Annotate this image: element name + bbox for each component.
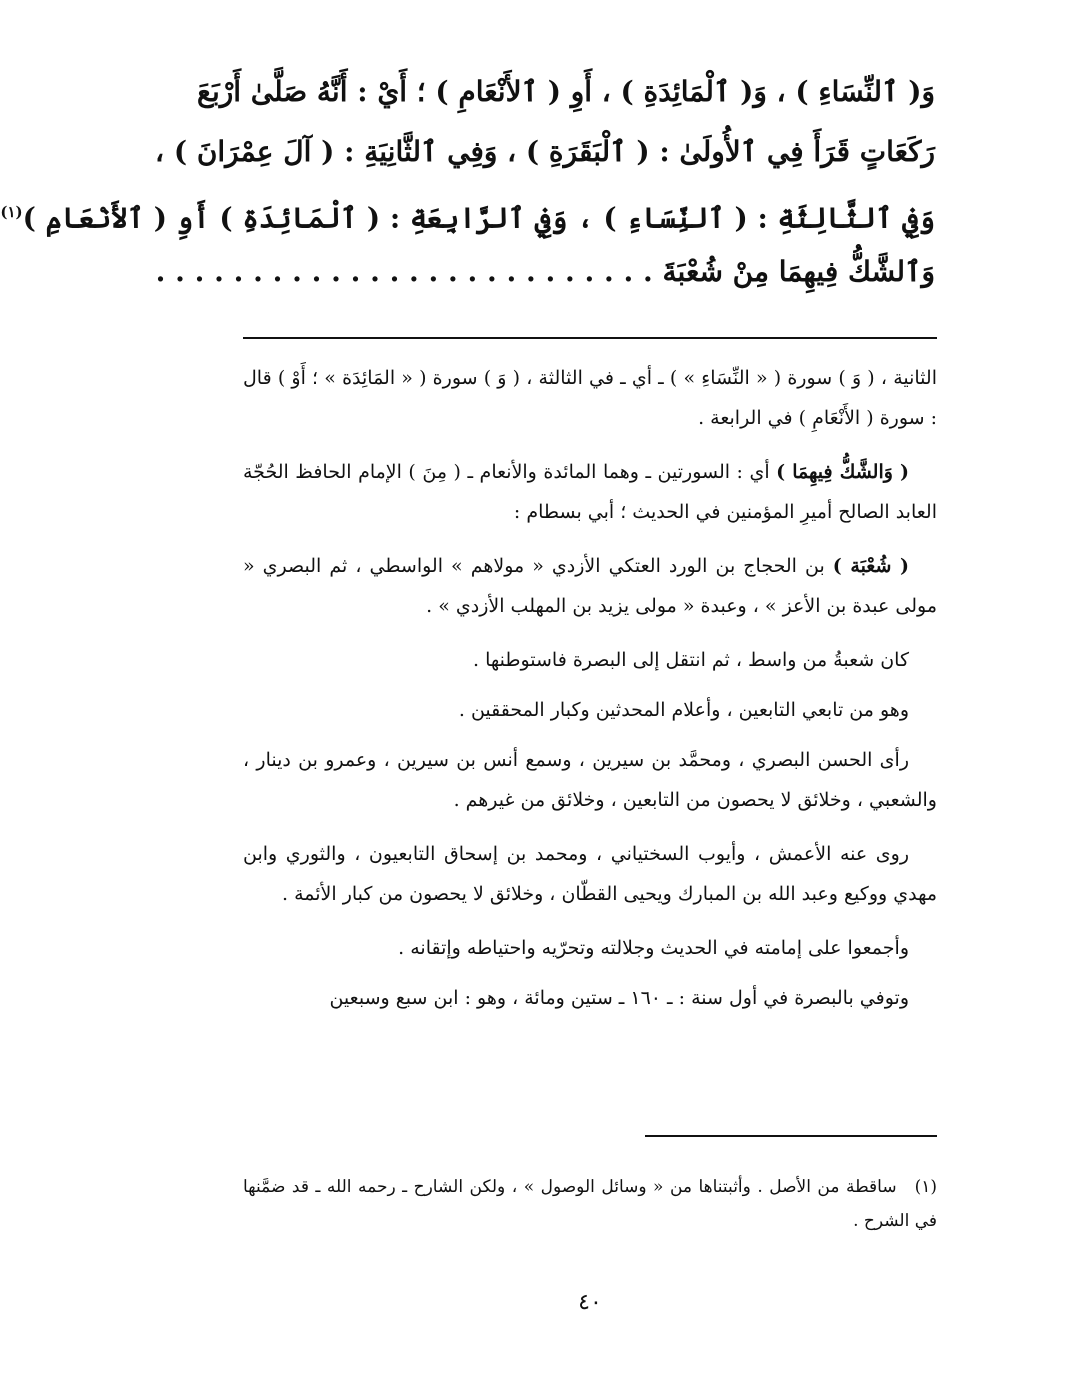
paragraph-text: بن الحجاج بن الورد العتكي الأزدي « مولاهم » الواسطي ، ثم البصري « مولى عبدة بن الأعز » ، وعبدة « مولى يزيد بن المهلب الأزدي » . [243, 555, 937, 617]
commentary-paragraph: روى عنه الأعمش ، وأيوب السختياني ، ومحمد بن إسحاق التابعيون ، والثوري وابن مهدي ووكيع وعبد الله بن المبارك ويحيى القطّان ، وخلائق لا يحصون من كبار الأئمة . [243, 843, 937, 905]
commentary-paragraph [243, 546, 937, 626]
footnote-divider [645, 1135, 937, 1137]
commentary-paragraph: وتوفي بالبصرة في أول سنة : ـ ١٦٠ ـ ستين ومائة ، وهو : ابن سبع وسبعين [329, 987, 909, 1009]
commentary-paragraph: رأى الحسن البصري ، ومحمَّد بن سيرين ، وسمع أنس بن سيرين ، وعمرو بن دينار ، والشعبي ، وخلائق لا يحصون من التابعين ، وخلائق من غيرهم . [243, 749, 937, 811]
commentary-paragraph: وأجمعوا على إمامته في الحديث وجلالته وتحرّيه واحتياطه وإتقانه . [398, 937, 909, 959]
main-text-line [0, 182, 935, 242]
commentary-paragraph: كان شعبةُ من واسط ، ثم انتقل إلى البصرة فاستوطنها . [472, 649, 909, 671]
footnote-text: ساقطة من الأصل . وأثبتناها من « وسائل الوصول » ، ولكن الشارح ـ رحمه الله ـ قد ضمَّنها في الشرح . [243, 1177, 937, 1231]
footnote-mark: (١) [914, 1177, 937, 1197]
footnote-reference[interactable]: (١) [0, 203, 23, 221]
main-text-line: وَٱلشَّكُّ فِيهِمَا مِنْ شُعْبَةَ . . . . . . . . . . . . . . . . . . . . . . . . . . [155, 255, 935, 288]
paragraph-text: أي : السورتين ـ وهما المائدة والأنعام ـ ( مِنَ ) الإمام الحافظ الحُجّة العابد الصالح أميرِ المؤمنين في الحديث ؛ أبي بسطام : [243, 461, 937, 523]
commentary-paragraph: الثانية ، ( وَ ) سورة ( « النِّسَاءِ » ) ـ أي ـ في الثالثة ، ( وَ ) سورة ( « المَائِدَة » ؛ أَوْ ) قال : سورة ( الأَنْعَامِ ) في الرابعة . [243, 367, 937, 429]
main-text-block [0, 62, 935, 302]
commentary-paragraph: وهو من تابعي التابعين ، وأعلام المحدثين وكبار المحققين . [458, 699, 909, 721]
footnote [243, 1170, 937, 1238]
commentary-paragraph [243, 452, 937, 532]
quoted-phrase: ( وَالشَّكُّ فِيهِمَا ) [776, 461, 909, 483]
quoted-phrase: ( شُعْبَة ) [832, 555, 910, 577]
commentary-block [243, 358, 937, 1028]
page-number: ٤٠ [578, 1290, 602, 1315]
main-text-line-content: وَفِي ٱلثَّالِثَةِ : ( ٱلنِّسَاءِ ) ، وَفِي ٱلرَّابِعَةِ : ( ٱلْمَائِدَةِ ) أَوِ ( ٱلأَنْعَامِ ) [22, 201, 935, 235]
main-text-line: وَ( ٱلنِّسَاءِ ) ، وَ( ٱلْمَائِدَةِ ) ، أَوِ ( ٱلأَنْعَامِ ) ؛ أَيْ : أَنَّهُ صَلَّىٰ أَرْبَعَ [197, 75, 935, 108]
main-text-line: رَكَعَاتٍ قَرَأَ فِي ٱلأُولَىٰ : ( ٱلْبَقَرَةِ ) ، وَفِي ٱلثَّانِيَةِ : ( آلَ عِمْرَانَ ) ، [155, 135, 935, 168]
section-divider [243, 337, 937, 339]
